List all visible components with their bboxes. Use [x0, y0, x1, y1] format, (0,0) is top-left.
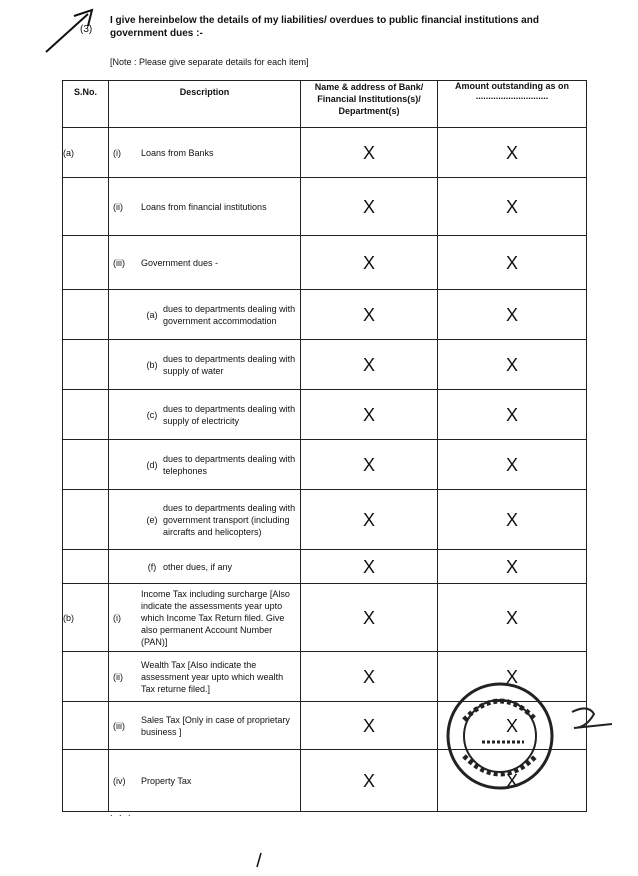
row-roman-numeral: (i): [113, 147, 121, 158]
table-row: [63, 178, 587, 236]
header-sno: S.No.: [63, 81, 109, 128]
row-description-cell: [109, 340, 301, 390]
table-row: [63, 290, 587, 340]
row-description-cell: [109, 390, 301, 440]
row-sno: (b): [63, 584, 109, 652]
institution-cross-mark: X: [301, 390, 438, 440]
row-sno: [63, 750, 109, 812]
row-sub-letter: (c): [146, 409, 158, 420]
institution-cross-mark: X: [301, 584, 438, 652]
official-stamp: [438, 680, 568, 800]
amount-cross-mark: X: [438, 550, 587, 584]
row-description: dues to departments dealing with supply of electricity: [163, 403, 296, 426]
institution-cross-mark: X: [301, 652, 438, 702]
amount-cross-mark: X: [438, 340, 587, 390]
row-roman-numeral: (iii): [113, 257, 125, 268]
row-description-cell: [109, 178, 301, 236]
section-number: (3): [80, 24, 93, 35]
row-sno: [63, 390, 109, 440]
institution-cross-mark: X: [301, 236, 438, 290]
row-roman-numeral: (iv): [113, 775, 126, 786]
row-description-cell: [109, 236, 301, 290]
row-description: other dues, if any: [163, 561, 233, 572]
handwritten-signature: [568, 704, 618, 734]
header-description: Description: [109, 81, 301, 128]
row-description: Sales Tax [Only in case of proprietary business ]: [141, 714, 290, 737]
row-description-cell: [109, 550, 301, 584]
row-sub-letter: (f): [147, 561, 157, 572]
row-description: dues to departments dealing with government accommodation: [163, 303, 296, 326]
amount-cross-mark: X: [438, 236, 587, 290]
table-row: [63, 490, 587, 550]
institution-cross-mark: X: [301, 290, 438, 340]
row-description-cell: [109, 490, 301, 550]
amount-cross-mark: X: [438, 652, 587, 702]
table-row: [63, 550, 587, 584]
row-description: Wealth Tax [Also indicate the assessment year upto which wealth Tax returne filed.]: [141, 659, 284, 694]
row-description: Property Tax: [141, 775, 192, 786]
row-description-cell: [109, 702, 301, 750]
row-roman-numeral: (i): [113, 612, 121, 623]
row-sno: (a): [63, 128, 109, 178]
row-description: dues to departments dealing with government transport (including aircrafts and helicopters): [163, 502, 296, 537]
row-sno: [63, 236, 109, 290]
row-roman-numeral: (ii): [113, 671, 123, 682]
section-heading: I give hereinbelow the details of my liabilities/ overdues to public financial institutions and government dues :-: [110, 15, 539, 39]
pen-stroke: [254, 852, 264, 868]
table-row: [63, 584, 587, 652]
amount-cross-mark: X: [438, 178, 587, 236]
row-sno: [63, 178, 109, 236]
row-sno: [63, 440, 109, 490]
row-sub-letter: (e): [146, 514, 158, 525]
row-sno: [63, 490, 109, 550]
table-row: [63, 340, 587, 390]
scan-dots: . . .: [110, 808, 133, 818]
row-description: Income Tax including surcharge [Also indicate the assessments year upto which Income Tax Return filed. Give also permanent Account Number (PAN)]: [141, 588, 290, 647]
row-description: dues to departments dealing with supply of water: [163, 353, 296, 376]
institution-cross-mark: X: [301, 550, 438, 584]
amount-cross-mark: X: [438, 490, 587, 550]
header-amount: Amount outstanding as on .............................: [438, 81, 587, 128]
row-sno: [63, 340, 109, 390]
note-text: [Note : Please give separate details for each item]: [110, 57, 309, 67]
row-sno: [63, 652, 109, 702]
amount-cross-mark: X: [438, 128, 587, 178]
row-sno: [63, 290, 109, 340]
amount-cross-mark: X: [438, 440, 587, 490]
table-row: [63, 390, 587, 440]
row-description: Loans from Banks: [141, 147, 214, 158]
institution-cross-mark: X: [301, 750, 438, 812]
table-row: [63, 128, 587, 178]
institution-cross-mark: X: [301, 128, 438, 178]
table-header-row: [63, 81, 587, 128]
amount-cross-mark: X: [438, 390, 587, 440]
institution-cross-mark: X: [301, 702, 438, 750]
row-sub-letter: (d): [146, 459, 158, 470]
row-description: Government dues -: [141, 257, 219, 268]
institution-cross-mark: X: [301, 340, 438, 390]
amount-cross-mark: X: [438, 290, 587, 340]
row-sno: [63, 702, 109, 750]
row-description-cell: [109, 290, 301, 340]
row-sub-letter: (a): [146, 309, 158, 320]
row-description: Loans from financial institutions: [141, 201, 267, 212]
row-sno: [63, 550, 109, 584]
institution-cross-mark: X: [301, 178, 438, 236]
row-roman-numeral: (iii): [113, 720, 125, 731]
table-row: [63, 236, 587, 290]
table-row: [63, 440, 587, 490]
amount-cross-mark: X: [438, 584, 587, 652]
row-roman-numeral: (ii): [113, 201, 123, 212]
row-description: dues to departments dealing with telephones: [163, 453, 296, 476]
amount-cross-mark: X: [438, 702, 587, 750]
row-description-cell: [109, 440, 301, 490]
row-description-cell: [109, 750, 301, 812]
header-institution: Name & address of Bank/ Financial Institutions(s)/ Department(s): [301, 81, 438, 128]
row-description-cell: [109, 652, 301, 702]
row-description-cell: [109, 584, 301, 652]
institution-cross-mark: X: [301, 490, 438, 550]
institution-cross-mark: X: [301, 440, 438, 490]
pen-mark: [44, 6, 104, 56]
row-sub-letter: (b): [146, 359, 158, 370]
amount-cross-mark: X: [438, 750, 587, 812]
row-description-cell: [109, 128, 301, 178]
